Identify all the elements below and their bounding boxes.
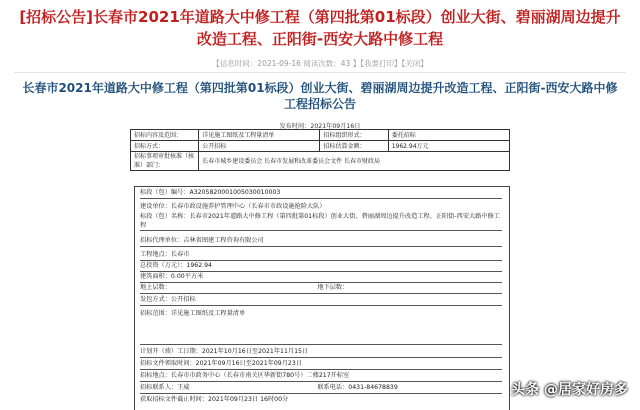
table-row [131,152,510,171]
watermark: 头条 @居家好房多 [511,382,628,398]
code-row: 标段（包）编号：A3205820001005030010003 [140,189,502,199]
notice-title: 长春市2021年道路大中修工程（第四批第01标段）创业大街、碧丽湖周边提升改造工程、正阳街-西安大路中修工程招标公告 [22,81,618,111]
floors-down: 地下层数： [317,284,349,291]
table-cell: 1962.94万元 [388,141,509,152]
period-row: 计划开（竣）工日期：2021年10月16日至2021年11月15日 [140,348,502,358]
doc-time-row: 招标文件领取时间：2021年09月16日至2021年09月23日 [140,360,502,370]
scope-row: 招标范围：详见施工图纸及工程量清单 [140,310,502,345]
info-table [130,129,510,171]
contact-name: 招标联系人：王威 [140,384,190,391]
contact-row [140,384,502,394]
agent-row: 招标代理单位：吉林省图建工程咨询有限公司 [140,237,502,247]
info-meta[interactable]: 【信息时间：2021-09-16 阅读次数：43 】【我要打印】【关闭】 [212,59,428,68]
place-row: 招标地点：长春市市政务中心（长春市南关区华新街780号）二楼217开标室 [140,372,502,382]
table-cell: 招标事项审批核准（核准）部门： [131,152,199,171]
floors-row [140,284,502,294]
table-cell: 长春市城乡建设委员会 长春市发展和改革委员会文件 长春市财政局 [199,152,510,171]
investment-row: 总投资（万元）：1962.94 [140,262,502,272]
contract-row: 发包方式：公开招标 [140,296,502,306]
table-row [131,130,510,141]
location-row: 工程地点：长春市 [140,251,502,261]
area-row: 建筑面积：0.00平方米 [140,273,502,283]
contact-phone: 联系电话：0431-84678839 [317,384,398,391]
table-cell: 招标内容及范围： [131,130,199,141]
publish-time: 发布时间：2021年09月16日 [279,123,361,130]
table-cell: 委托招标 [388,130,509,141]
table-cell: 招标组织形式： [320,130,388,141]
table-row [131,141,510,152]
page-title: [招标公告]长春市2021年道路大中修工程（第四批第01标段）创业大街、碧丽湖周边提升改造工程、正阳街-西安大路中修工程 [19,8,621,48]
table-cell: 详见施工图纸及工程量清单 [199,130,320,141]
table-cell: 招标估算金额： [320,141,388,152]
table-cell: 公开招标 [199,141,320,152]
table-cell: 招标方式： [131,141,199,152]
name-row: 标段（包）名称：长春市2021年道路大中修工程（第四批第01标段）创业大街、碧丽湖周边提升改造工程、正阳街-西安大路中修工程 [140,213,502,231]
deadline-row: 获取招标文件截止时间：2021年09月23日 16时00分 [140,396,289,403]
floors-up: 地上层数： [140,284,171,291]
unit-row: 建设单位：长春市政设施养护管理中心（长春市市政设施抢险大队） [140,203,326,210]
divider [14,72,626,73]
